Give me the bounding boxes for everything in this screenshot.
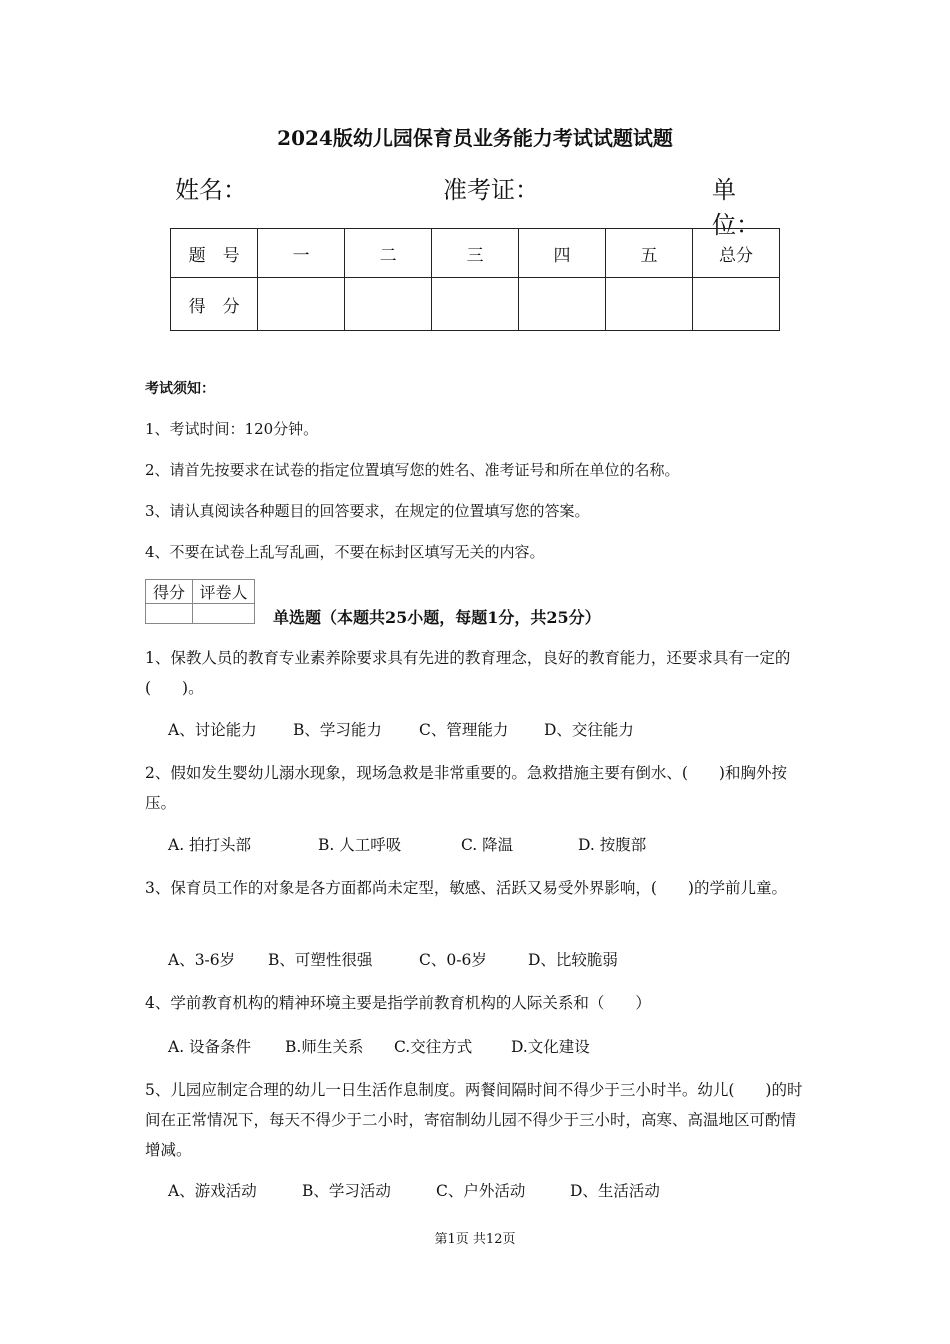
- score-table-header-row: [171, 229, 780, 278]
- notice-title: 考试须知：: [145, 381, 215, 397]
- name-field-label[interactable]: 姓名：: [175, 176, 247, 204]
- option-d[interactable]: D、比较脆弱: [528, 951, 618, 969]
- score-header-cell: 题 号: [171, 229, 258, 278]
- option-d[interactable]: D、生活活动: [570, 1182, 660, 1200]
- exam-id-field-label[interactable]: 准考证：: [443, 176, 539, 204]
- score-header-cell: 四: [519, 229, 606, 278]
- score-cell[interactable]: [692, 278, 779, 331]
- option-d[interactable]: D. 按腹部: [578, 836, 647, 854]
- grader-reviewer-label: 评卷人: [193, 580, 255, 604]
- option-b[interactable]: B.师生关系: [285, 1038, 364, 1056]
- question-text: 1、保教人员的教育专业素养除要求具有先进的教育理念，良好的教育能力，还要求具有一定的( )。: [145, 649, 791, 697]
- unit-field-label[interactable]: 单位：: [712, 176, 760, 239]
- option-a[interactable]: A、游戏活动: [168, 1182, 257, 1200]
- score-header-cell: 一: [258, 229, 345, 278]
- score-header-cell: 五: [606, 229, 693, 278]
- option-a[interactable]: A、3-6岁: [168, 951, 236, 969]
- score-row-label: 得 分: [171, 278, 258, 331]
- question-text: 5、儿园应制定合理的幼儿一日生活作息制度。两餐间隔时间不得少于三小时半。幼儿( )的时间在正常情况下，每天不得少于二小时，寄宿制幼儿园不得少于三小时，高寒、高温地区可酌情增减。: [145, 1081, 803, 1159]
- page-title: 2024版幼儿园保育员业务能力考试试题试题: [277, 126, 673, 150]
- option-c[interactable]: C、管理能力: [419, 721, 509, 739]
- option-b[interactable]: B、学习活动: [302, 1182, 391, 1200]
- score-cell[interactable]: [519, 278, 606, 331]
- option-b[interactable]: B、可塑性很强: [268, 951, 373, 969]
- option-d[interactable]: D.文化建设: [511, 1038, 590, 1056]
- score-cell[interactable]: [606, 278, 693, 331]
- option-c[interactable]: C. 降温: [461, 836, 514, 854]
- section-title: 单选题（本题共25小题，每题1分，共25分）: [273, 608, 601, 627]
- option-d[interactable]: D、交往能力: [544, 721, 634, 739]
- notice-item: 2、请首先按要求在试卷的指定位置填写您的姓名、准考证号和所在单位的名称。: [145, 461, 680, 479]
- grader-score-cell[interactable]: [146, 604, 193, 624]
- notice-item: 3、请认真阅读各种题目的回答要求，在规定的位置填写您的答案。: [145, 502, 590, 520]
- question-text: 2、假如发生婴幼儿溺水现象，现场急救是非常重要的。急救措施主要有倒水、( )和胸外按压。: [145, 764, 787, 812]
- grader-reviewer-cell[interactable]: [193, 604, 255, 624]
- score-header-cell: 总分: [692, 229, 779, 278]
- score-table: [170, 228, 780, 331]
- score-table-score-row: [171, 278, 780, 331]
- question-text: 4、学前教育机构的精神环境主要是指学前教育机构的人际关系和（ ）: [145, 994, 651, 1012]
- score-header-cell: 三: [432, 229, 519, 278]
- option-c[interactable]: C、0-6岁: [419, 951, 487, 969]
- score-cell[interactable]: [258, 278, 345, 331]
- option-c[interactable]: C.交往方式: [394, 1038, 473, 1056]
- notice-item: 4、不要在试卷上乱写乱画，不要在标封区填写无关的内容。: [145, 543, 545, 561]
- option-c[interactable]: C、户外活动: [436, 1182, 526, 1200]
- score-header-cell: 二: [345, 229, 432, 278]
- option-a[interactable]: A、讨论能力: [168, 721, 257, 739]
- option-a[interactable]: A. 拍打头部: [168, 836, 252, 854]
- question-text: 3、保育员工作的对象是各方面都尚未定型，敏感、活跃又易受外界影响，( )的学前儿童。: [145, 879, 787, 897]
- page-footer: 第1页 共12页: [434, 1232, 516, 1247]
- score-cell[interactable]: [432, 278, 519, 331]
- option-a[interactable]: A. 设备条件: [168, 1038, 252, 1056]
- grader-score-label: 得分: [146, 580, 193, 604]
- option-b[interactable]: B. 人工呼吸: [318, 836, 402, 854]
- option-b[interactable]: B、学习能力: [293, 721, 382, 739]
- grader-box: [145, 579, 255, 624]
- notice-item: 1、考试时间：120分钟。: [145, 420, 319, 438]
- score-cell[interactable]: [345, 278, 432, 331]
- candidate-fields: [175, 170, 780, 239]
